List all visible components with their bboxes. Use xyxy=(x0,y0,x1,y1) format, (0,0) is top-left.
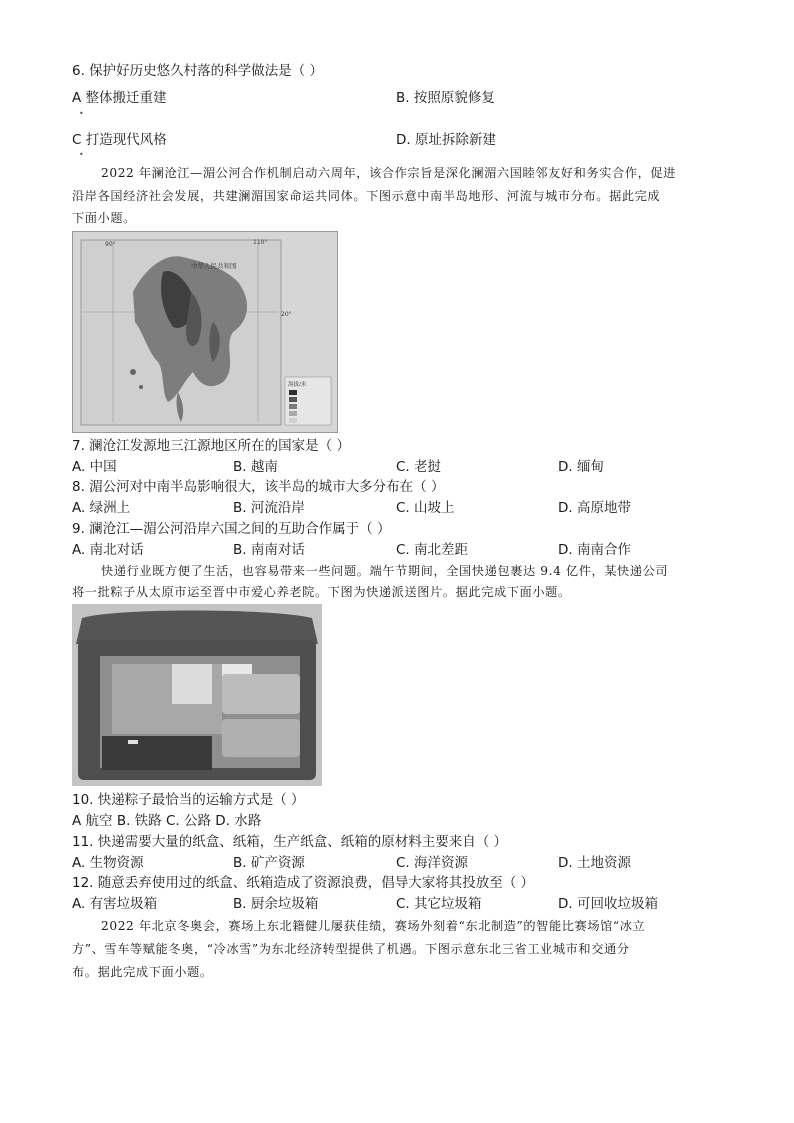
q9-option-d: D. 南南合作 xyxy=(558,542,631,558)
q6-option-b: B. 按照原貌修复 xyxy=(396,90,495,106)
q7-option-c: C. 老挝 xyxy=(396,459,442,475)
delivery-photo xyxy=(72,604,322,786)
passage1-line1: 2022 年澜沧江—湄公河合作机制启动六周年，该合作宗旨是深化澜湄六国睦邻友好和务实合作，促进 xyxy=(101,166,676,180)
q7-stem: 7. 澜沧江发源地三江源地区所在的国家是（ ） xyxy=(72,438,350,454)
q12-option-c: C. 其它垃圾箱 xyxy=(396,896,482,912)
q12-option-d: D. 可回收垃圾箱 xyxy=(558,896,658,912)
q10-options: A 航空 B. 铁路 C. 公路 D. 水路 xyxy=(72,813,262,829)
passage3-line3: 布。据此完成下面小题。 xyxy=(72,965,213,979)
q8-option-a: A. 绿洲上 xyxy=(72,500,131,516)
passage2-line1: 快递行业既方便了生活，也容易带来一些问题。端午节期间，全国快递包裹达 9.4 亿件，某快递公司 xyxy=(101,564,669,578)
q9-stem: 9. 澜沧江—湄公河沿岸六国之间的互助合作属于（ ） xyxy=(72,521,391,537)
q6-option-a: A 整体搬迁重建 xyxy=(72,90,167,106)
q10-stem: 10. 快递粽子最恰当的运输方式是（ ） xyxy=(72,792,305,808)
bullet-dot: • xyxy=(79,150,84,159)
passage1-line2: 沿岸各国经济社会发展，共建澜湄国家命运共同体。下图示意中南半岛地形、河流与城市分布。据此完成 xyxy=(72,189,661,203)
q9-option-b: B. 南南对话 xyxy=(233,542,305,558)
q9-option-c: C. 南北差距 xyxy=(396,542,469,558)
country-label: 中华人民共和国 xyxy=(191,262,237,270)
passage3-line2: 方”、雪车等赋能冬奥，“冷冰雪”为东北经济转型提供了机遇。下图示意东北三省工业城市和交通分 xyxy=(72,942,630,956)
q8-option-b: B. 河流沿岸 xyxy=(233,500,305,516)
q11-stem: 11. 快递需要大量的纸盒、纸箱，生产纸盒、纸箱的原材料主要来自（ ） xyxy=(72,834,508,850)
legend-title: 海拔/米 xyxy=(288,382,307,388)
indochina-map-figure xyxy=(72,231,338,433)
q12-option-a: A. 有害垃圾箱 xyxy=(72,896,158,912)
passage2-line2: 将一批粽子从太原市运至晋中市爱心养老院。下图为快递派送图片。据此完成下面小题。 xyxy=(72,585,571,599)
q11-option-a: A. 生物资源 xyxy=(72,855,144,871)
delivery-van-image xyxy=(72,604,322,786)
passage1-line3: 下面小题。 xyxy=(72,211,136,225)
longitude-label-left: 90° xyxy=(105,241,116,248)
q12-stem: 12. 随意丢弃使用过的纸盒、纸箱造成了资源浪费，倡导大家将其投放至（ ） xyxy=(72,875,535,891)
q11-option-c: C. 海洋资源 xyxy=(396,855,469,871)
q11-option-b: B. 矿产资源 xyxy=(233,855,305,871)
q6-stem: 6. 保护好历史悠久村落的科学做法是（ ） xyxy=(72,63,323,79)
longitude-label-right: 110° xyxy=(253,239,268,246)
q9-option-a: A. 南北对话 xyxy=(72,542,144,558)
q12-option-b: B. 厨余垃圾箱 xyxy=(233,896,319,912)
q7-option-a: A. 中国 xyxy=(72,459,117,475)
q8-stem: 8. 湄公河对中南半岛影响很大，该半岛的城市大多分布在（ ） xyxy=(72,479,445,495)
q6-option-c: C 打造现代风格 xyxy=(72,132,167,148)
passage3-line1: 2022 年北京冬奥会，赛场上东北籍健儿屡获佳绩，赛场外刻着“东北制造”的智能比赛场馆“冰立 xyxy=(101,919,646,933)
q8-option-c: C. 山坡上 xyxy=(396,500,455,516)
latitude-label: 20° xyxy=(281,311,292,318)
elevation-legend xyxy=(285,377,331,425)
q8-option-d: D. 高原地带 xyxy=(558,500,631,516)
indochina-map xyxy=(73,232,337,432)
q7-option-d: D. 缅甸 xyxy=(558,459,604,475)
q6-option-d: D. 原址拆除新建 xyxy=(396,132,496,148)
q7-option-b: B. 越南 xyxy=(233,459,278,475)
bullet-dot: • xyxy=(79,109,84,118)
q11-option-d: D. 土地资源 xyxy=(558,855,631,871)
